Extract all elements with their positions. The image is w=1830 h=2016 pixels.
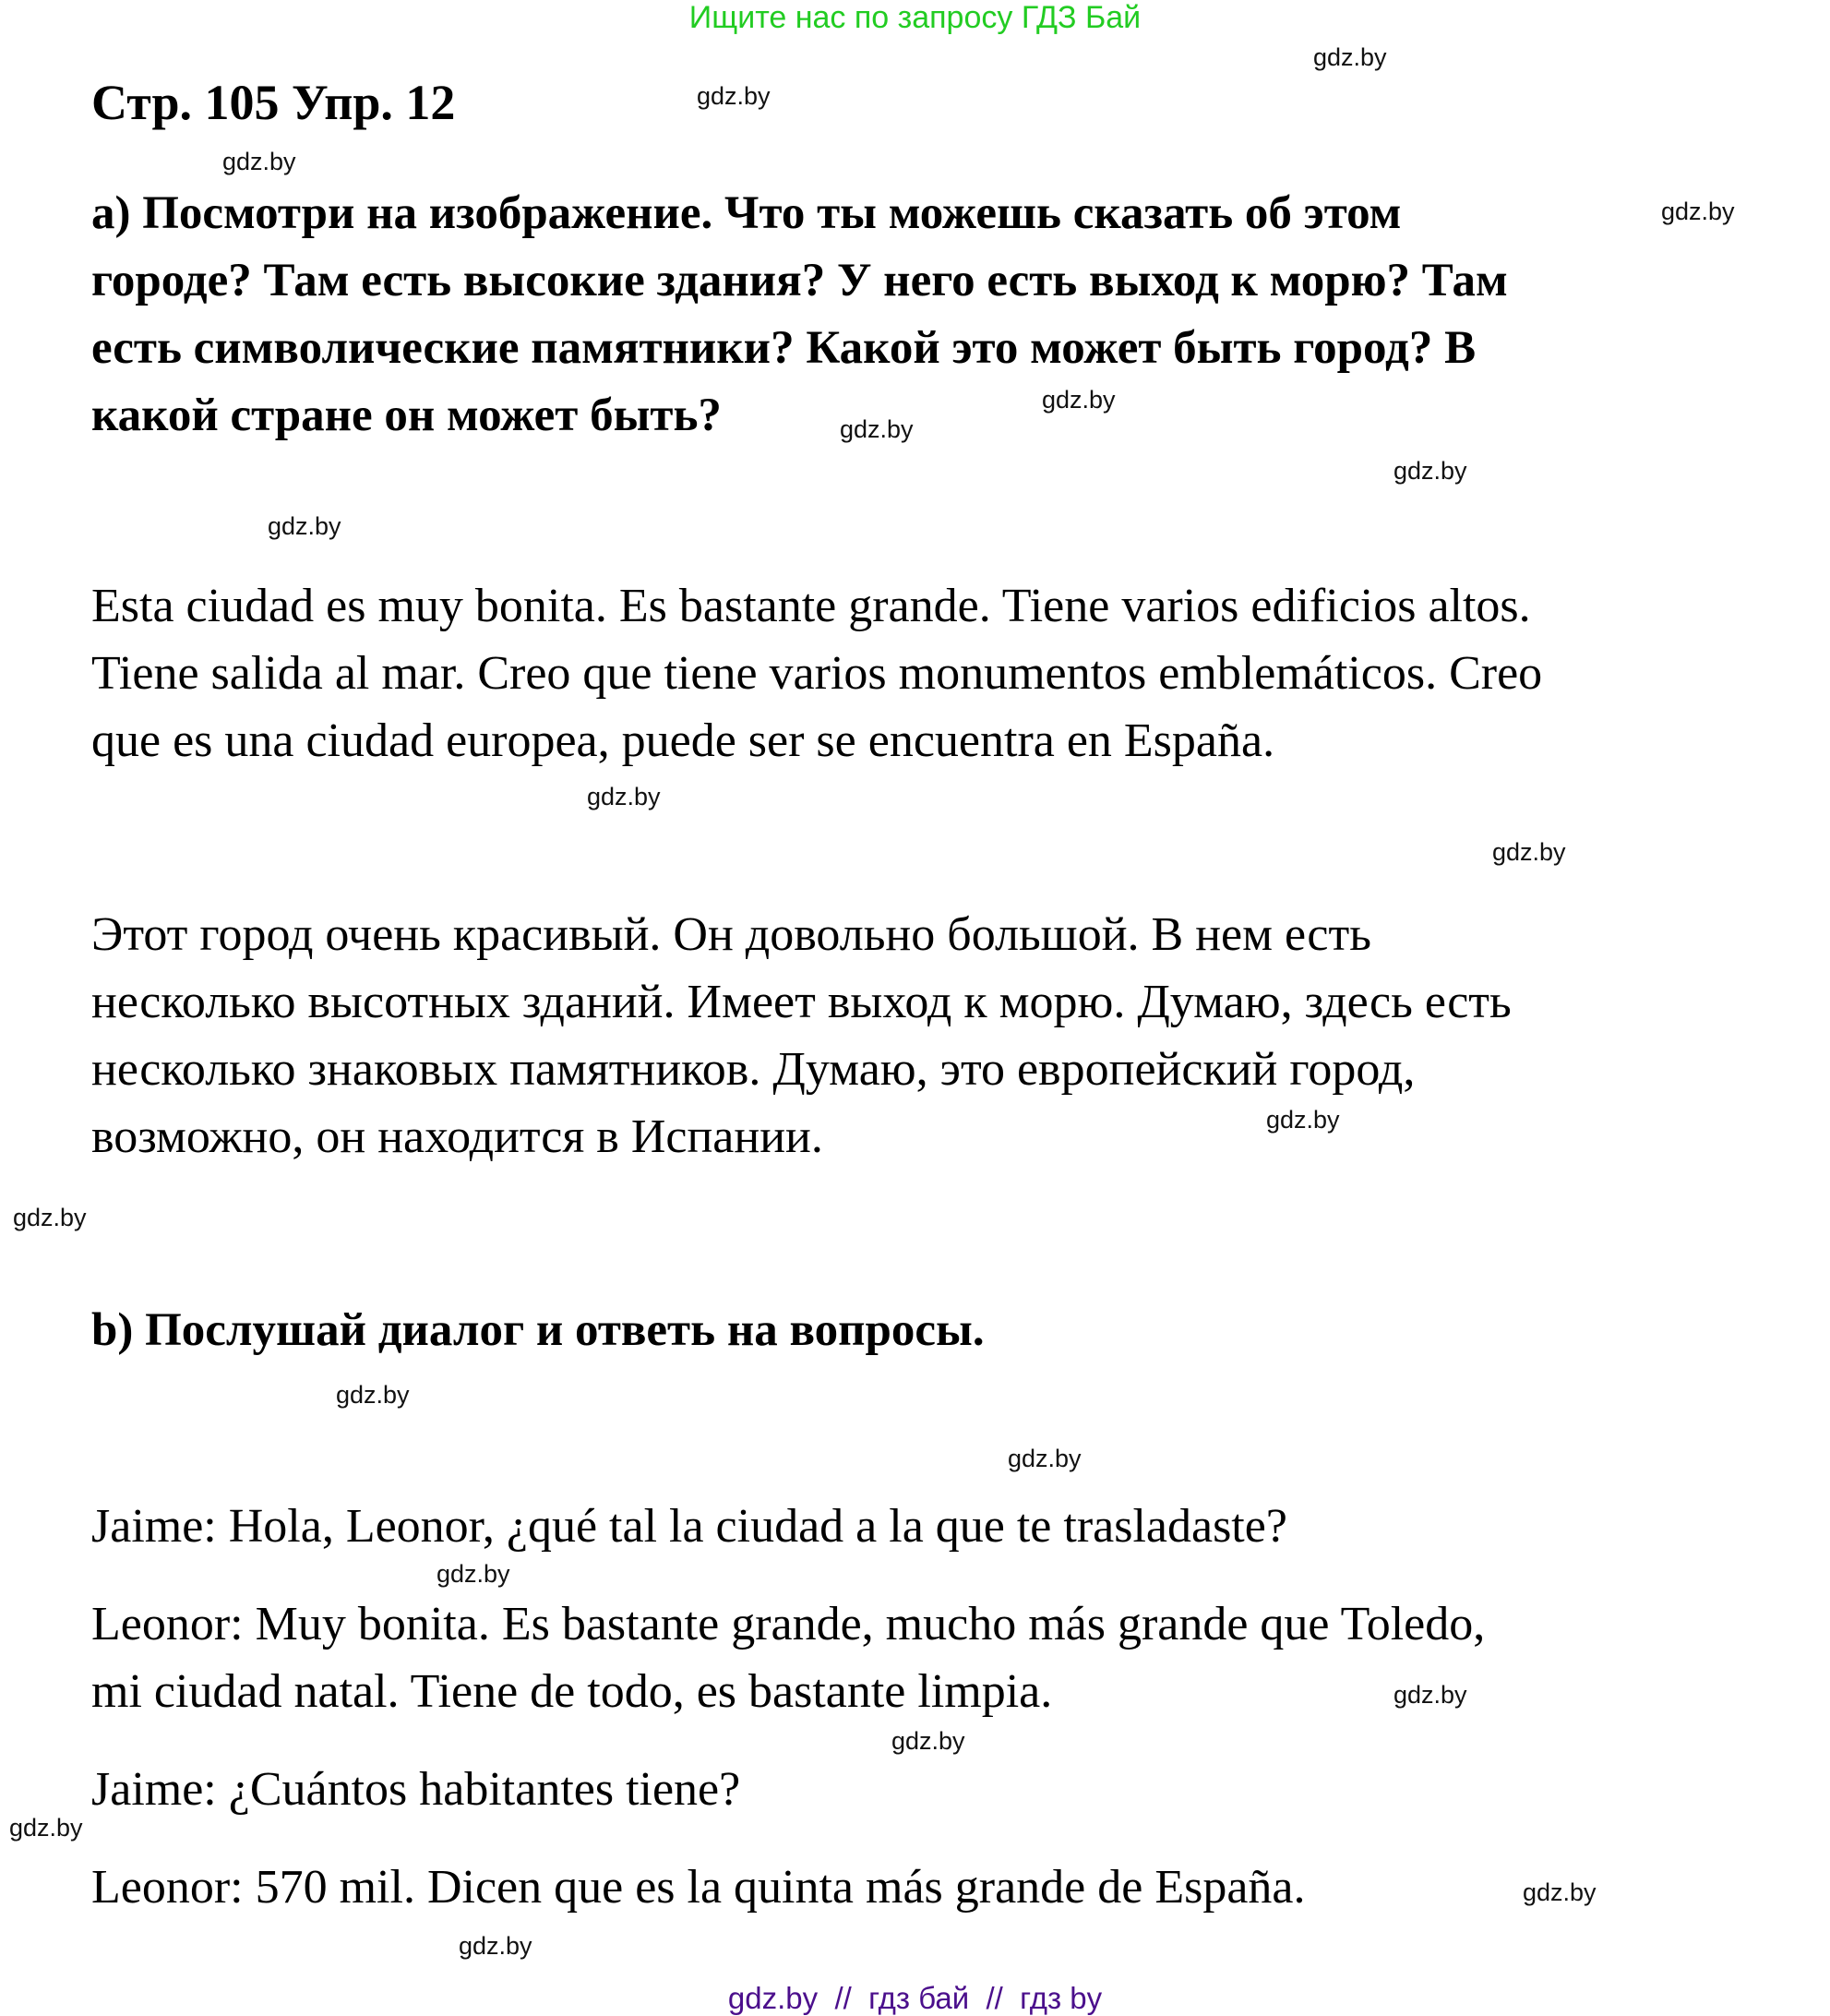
task-b xyxy=(91,1297,985,1364)
watermark: gdz.by xyxy=(1266,1106,1340,1134)
footer-links: gdz.by // гдз бай // гдз by xyxy=(727,1981,1103,2015)
task-a-line: a) Посмотри на изображение. Что ты можешь сказать об этом xyxy=(91,187,1402,239)
task-a xyxy=(91,180,1508,450)
answer-ru-line: Этот город очень красивый. Он довольно большой. В нем есть xyxy=(91,908,1371,961)
answer-ru-line: несколько знаковых памятников. Думаю, это европейский город, xyxy=(91,1043,1416,1096)
watermark: gdz.by xyxy=(1313,43,1387,71)
answer-ru-line: возможно, он находится в Испании. xyxy=(91,1110,823,1163)
task-a-line: есть символические памятники? Какой это может быть город? В xyxy=(91,322,1477,374)
watermark: gdz.by xyxy=(437,1560,510,1588)
watermark: gdz.by xyxy=(1008,1445,1082,1472)
task-a-line: городе? Там есть высокие здания? У него есть выход к морю? Там xyxy=(91,255,1508,306)
watermark: gdz.by xyxy=(1393,1681,1467,1709)
watermark: gdz.by xyxy=(1523,1878,1597,1906)
task-b-text: b) Послушай диалог и ответь на вопросы. xyxy=(91,1304,985,1356)
answer-ru-line: несколько высотных зданий. Имеет выход к морю. Думаю, здесь есть xyxy=(91,976,1512,1028)
watermark: gdz.by xyxy=(268,512,341,540)
dialog-text: Leonor: 570 mil. Dicen que es la quinta más grande de España. xyxy=(91,1861,1306,1914)
watermark: gdz.by xyxy=(459,1932,532,1960)
dialog-text: Jaime: ¿Cuántos habitantes tiene? xyxy=(91,1763,741,1816)
task-a-line: какой стране он может быть? xyxy=(91,390,722,441)
answer-es-line: Tiene salida al mar. Creo que tiene varios monumentos emblemáticos. Creo xyxy=(91,647,1543,700)
watermark: gdz.by xyxy=(336,1381,410,1409)
search-banner: Ищите нас по запросу ГДЗ Бай xyxy=(688,0,1142,35)
watermark: gdz.by xyxy=(9,1814,83,1842)
dialog-line xyxy=(91,1854,1306,1921)
dialog-line xyxy=(91,1756,740,1823)
dialog-text: Jaime: Hola, Leonor, ¿qué tal la ciudad a la que te trasladaste? xyxy=(91,1500,1287,1553)
watermark: gdz.by xyxy=(222,148,296,175)
watermark: gdz.by xyxy=(891,1727,965,1755)
watermark: gdz.by xyxy=(587,783,661,810)
watermark: gdz.by xyxy=(697,82,771,110)
answer-es-line: Esta ciudad es muy bonita. Es bastante grande. Tiene varios edificios altos. xyxy=(91,580,1531,632)
dialog-text: Leonor: Muy bonita. Es bastante grande, mucho más grande que Toledo, xyxy=(91,1598,1486,1650)
watermark: gdz.by xyxy=(1393,457,1467,485)
answer-spanish xyxy=(91,572,1542,774)
watermark: gdz.by xyxy=(1661,198,1735,225)
watermark: gdz.by xyxy=(13,1204,87,1231)
answer-es-line: que es una ciudad europea, puede ser se encuentra en España. xyxy=(91,714,1275,767)
dialog-line xyxy=(91,1493,1287,1560)
watermark: gdz.by xyxy=(840,415,914,443)
dialog-text: mi ciudad natal. Tiene de todo, es bastante limpia. xyxy=(91,1665,1053,1718)
watermark: gdz.by xyxy=(1042,386,1116,414)
page-title: Стр. 105 Упр. 12 xyxy=(91,75,456,130)
watermark: gdz.by xyxy=(1492,838,1566,866)
dialog-line xyxy=(91,1590,1485,1725)
